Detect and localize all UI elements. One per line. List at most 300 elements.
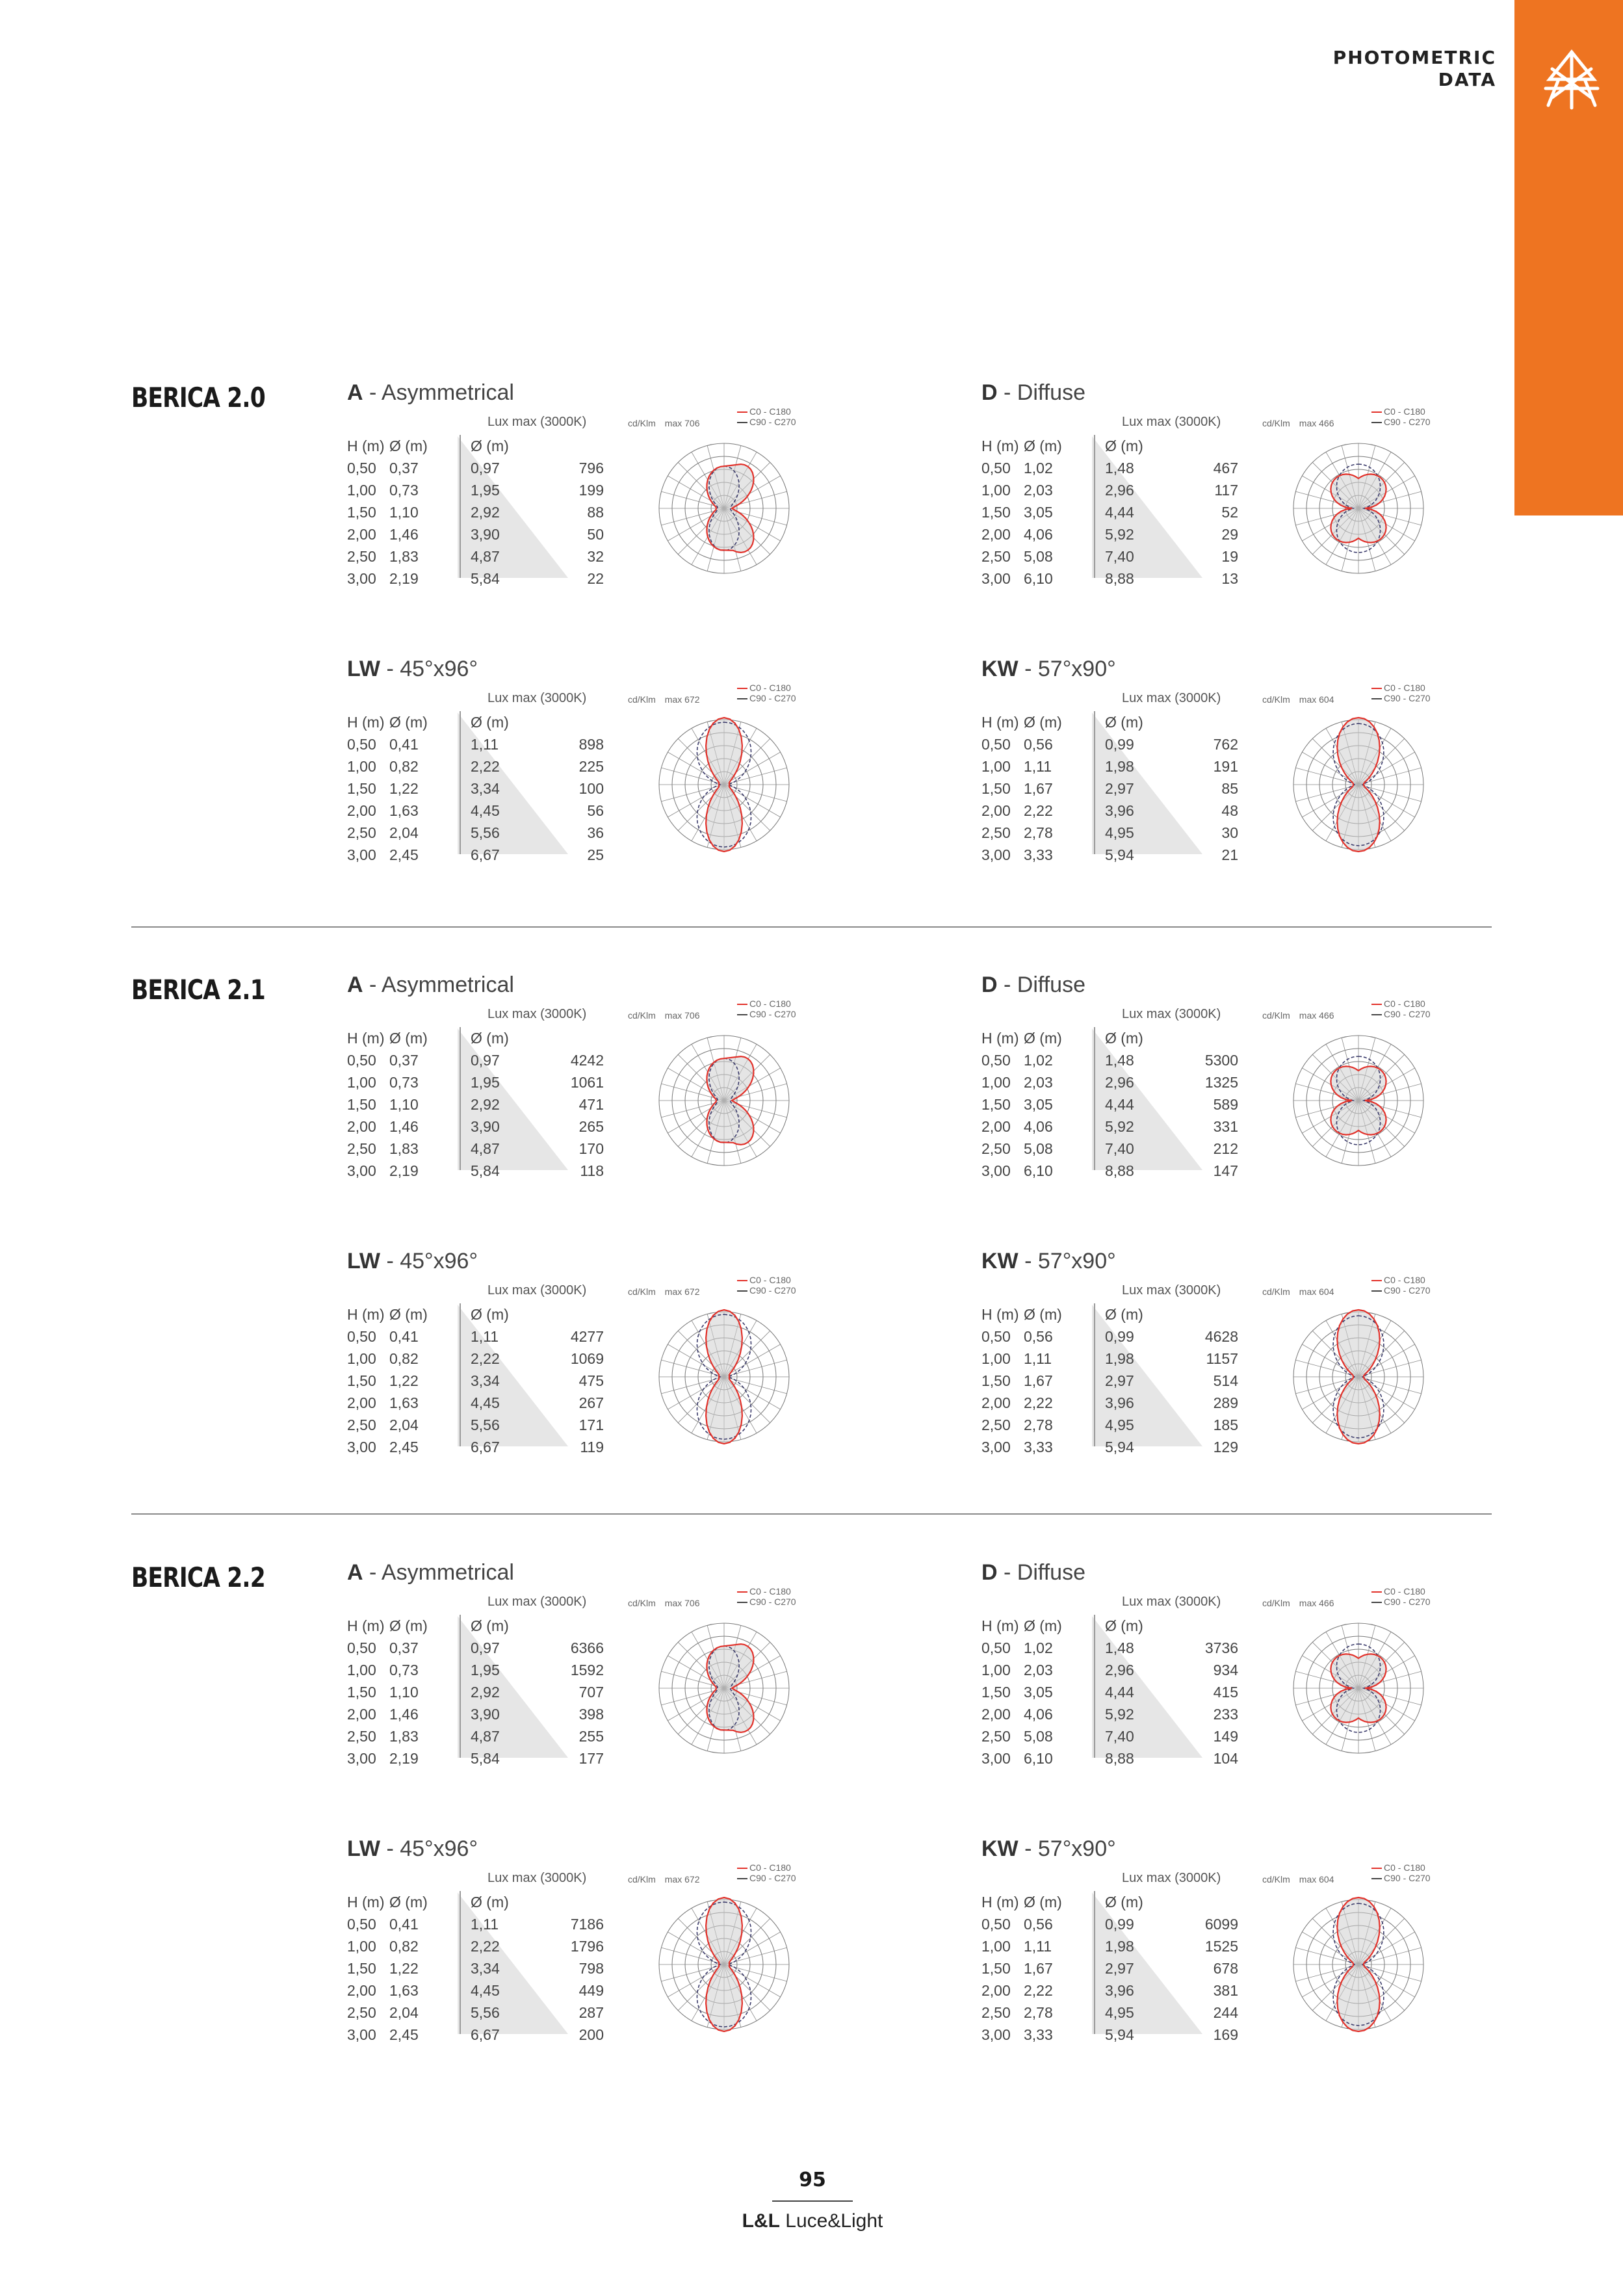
diameter-cell: 2,03 <box>1024 1662 1053 1678</box>
optic-title <box>981 1560 1085 1585</box>
cd-unit: cd/Klm <box>1262 1010 1290 1021</box>
optic-code: LW <box>347 657 380 681</box>
height-cell: 1,50 <box>347 1684 376 1701</box>
lux-cell: 170 <box>578 1140 604 1157</box>
lux-cell: 381 <box>1213 1982 1238 1999</box>
lux-cell: 467 <box>1213 460 1238 476</box>
diameter-cell: 3,96 <box>1105 1394 1134 1411</box>
optic-description: - 57°x90° <box>1024 657 1116 681</box>
lux-cell: 244 <box>1213 2004 1238 2021</box>
col-diameter-header: Ø (m) <box>471 1894 509 1911</box>
photometric-block-kw <box>981 657 1501 878</box>
optic-title <box>981 380 1085 406</box>
legend-c90-label: C90 - C270 <box>749 1285 796 1296</box>
legend-c0-c180 <box>1371 1586 1431 1597</box>
diameter-cell: 2,78 <box>1024 1416 1053 1433</box>
legend-c0-label: C0 - C180 <box>749 1586 791 1597</box>
diameter-cell: 1,83 <box>389 1728 419 1745</box>
photometric-block-a <box>347 380 867 601</box>
table-divider <box>1094 1027 1095 1170</box>
height-cell: 2,50 <box>981 1728 1011 1745</box>
lux-max-header: Lux max (3000K) <box>487 1871 587 1885</box>
lux-cell: 22 <box>587 570 604 587</box>
diameter-cell: 2,96 <box>1105 1662 1134 1678</box>
photometric-block-d <box>981 972 1501 1194</box>
diameter-cell: 1,10 <box>389 1096 419 1113</box>
lux-cell: 233 <box>1213 1706 1238 1723</box>
col-height-header: H (m) <box>981 1894 1019 1911</box>
diameter-cell: 4,87 <box>471 1140 500 1157</box>
diameter-cell: 2,92 <box>471 1096 500 1113</box>
lux-max-header: Lux max (3000K) <box>487 415 587 429</box>
height-cell: 2,50 <box>347 2004 376 2021</box>
diameter-cell: 1,98 <box>1105 1938 1134 1955</box>
diameter-cell: 2,45 <box>389 2026 419 2043</box>
height-cell: 0,50 <box>347 460 376 476</box>
section-divider <box>131 926 1492 928</box>
lux-cell: 88 <box>587 504 604 521</box>
legend-c0-label: C0 - C180 <box>1384 1275 1425 1285</box>
height-cell: 0,50 <box>981 736 1011 753</box>
section-divider <box>131 1513 1492 1515</box>
height-cell: 1,00 <box>981 1350 1011 1367</box>
polar-diagram <box>1277 427 1440 590</box>
lux-max-header: Lux max (3000K) <box>487 1283 587 1298</box>
legend-line-dark <box>1371 422 1382 423</box>
legend-c0-c180 <box>737 998 796 1009</box>
height-cell: 2,00 <box>981 1118 1011 1135</box>
cd-unit: cd/Klm <box>628 418 656 428</box>
height-cell: 2,00 <box>347 1394 376 1411</box>
lux-cell: 129 <box>1213 1439 1238 1455</box>
diameter-cell: 2,22 <box>1024 1394 1053 1411</box>
lux-cell: 471 <box>578 1096 604 1113</box>
lux-cell: 514 <box>1213 1372 1238 1389</box>
col-height-header: H (m) <box>981 714 1019 731</box>
diameter-cell: 3,90 <box>471 526 500 543</box>
lux-cell: 36 <box>587 824 604 841</box>
diameter-cell: 4,44 <box>1105 1096 1134 1113</box>
legend-line-dark <box>737 422 747 423</box>
lux-cell: 225 <box>578 758 604 775</box>
legend-line-dark <box>1371 698 1382 699</box>
polar-diagram <box>1277 1883 1440 2046</box>
diameter-cell: 2,45 <box>389 1439 419 1455</box>
lux-cell: 52 <box>1221 504 1238 521</box>
curve-legend <box>737 683 796 703</box>
legend-line-red <box>737 688 747 689</box>
diameter-cell: 0,41 <box>389 1916 419 1933</box>
curve-legend <box>737 998 796 1019</box>
height-cell: 2,00 <box>981 802 1011 819</box>
cd-max-value: max 466 <box>1299 418 1334 428</box>
diameter-cell: 1,02 <box>1024 1052 1053 1069</box>
lux-cell: 56 <box>587 802 604 819</box>
optic-title <box>981 972 1085 998</box>
legend-line-red <box>1371 688 1382 689</box>
diameter-cell: 2,78 <box>1024 824 1053 841</box>
lux-cell: 289 <box>1213 1394 1238 1411</box>
height-cell: 3,00 <box>981 1750 1011 1767</box>
diameter-cell: 2,04 <box>389 2004 419 2021</box>
legend-c90-c270 <box>1371 1873 1431 1883</box>
col-diameter-header: Ø (m) <box>1024 1617 1062 1634</box>
diameter-cell: 0,41 <box>389 736 419 753</box>
legend-c90-label: C90 - C270 <box>1384 1009 1431 1019</box>
height-cell: 3,00 <box>347 846 376 863</box>
legend-c0-c180 <box>1371 406 1431 417</box>
diameter-cell: 0,37 <box>389 1639 419 1656</box>
height-cell: 2,00 <box>347 1118 376 1135</box>
diameter-cell: 3,96 <box>1105 1982 1134 1999</box>
lux-cell: 398 <box>578 1706 604 1723</box>
table-divider <box>460 1891 461 2034</box>
height-cell: 1,00 <box>347 758 376 775</box>
optic-description: - 45°x96° <box>386 1249 478 1273</box>
diameter-cell: 0,37 <box>389 460 419 476</box>
legend-c90-label: C90 - C270 <box>1384 1873 1431 1883</box>
optic-code: LW <box>347 1836 380 1861</box>
cd-max-value: max 466 <box>1299 1010 1334 1021</box>
diameter-cell: 1,67 <box>1024 780 1053 797</box>
optic-description: - Diffuse <box>1004 1560 1085 1585</box>
polar-diagram <box>643 703 805 866</box>
diameter-cell: 1,67 <box>1024 1372 1053 1389</box>
table-divider <box>460 435 461 578</box>
diameter-cell: 1,02 <box>1024 1639 1053 1656</box>
lux-max-header: Lux max (3000K) <box>1122 1871 1221 1885</box>
diameter-cell: 1,11 <box>1024 758 1052 775</box>
cd-unit: cd/Klm <box>628 1874 656 1885</box>
height-cell: 1,00 <box>347 1074 376 1091</box>
cd-unit: cd/Klm <box>1262 1286 1290 1297</box>
height-cell: 2,00 <box>347 526 376 543</box>
section-label-line1: PHOTOMETRIC <box>1332 47 1496 68</box>
legend-line-red <box>737 1004 747 1005</box>
polar-diagram <box>1277 1296 1440 1458</box>
diameter-cell: 1,11 <box>471 1328 499 1345</box>
lux-max-header: Lux max (3000K) <box>487 1007 587 1021</box>
legend-line-red <box>1371 1280 1382 1281</box>
optic-description: - 57°x90° <box>1024 1836 1116 1861</box>
diameter-cell: 3,34 <box>471 1960 500 1977</box>
optic-title <box>347 1249 478 1274</box>
table-divider <box>1094 435 1095 578</box>
diameter-cell: 4,95 <box>1105 824 1134 841</box>
legend-c90-c270 <box>737 1285 796 1296</box>
legend-line-dark <box>1371 1014 1382 1015</box>
col-height-header: H (m) <box>347 1617 385 1634</box>
diameter-cell: 5,56 <box>471 1416 500 1433</box>
section-label-line2: DATA <box>1438 69 1496 90</box>
diameter-cell: 0,73 <box>389 482 419 499</box>
diameter-cell: 4,45 <box>471 1982 500 1999</box>
height-cell: 1,50 <box>981 1960 1011 1977</box>
polar-diagram <box>643 1019 805 1182</box>
optic-code: D <box>981 380 998 405</box>
col-height-header: H (m) <box>981 1306 1019 1323</box>
optic-code: D <box>981 972 998 997</box>
height-cell: 2,00 <box>347 1982 376 1999</box>
diameter-cell: 1,98 <box>1105 758 1134 775</box>
diameter-cell: 2,45 <box>389 846 419 863</box>
diameter-cell: 5,92 <box>1105 1706 1134 1723</box>
diameter-cell: 1,22 <box>389 780 419 797</box>
lux-cell: 185 <box>1213 1416 1238 1433</box>
lux-cell: 3736 <box>1204 1639 1238 1656</box>
diameter-cell: 8,88 <box>1105 1750 1134 1767</box>
optic-code: A <box>347 380 363 405</box>
height-cell: 1,50 <box>981 504 1011 521</box>
optic-code: A <box>347 972 363 997</box>
height-cell: 2,00 <box>981 1394 1011 1411</box>
col-diameter-header: Ø (m) <box>471 1030 509 1047</box>
diameter-cell: 1,46 <box>389 1706 419 1723</box>
legend-c90-label: C90 - C270 <box>1384 693 1431 703</box>
cd-max-value: max 706 <box>664 418 700 428</box>
col-height-header: H (m) <box>347 437 385 454</box>
height-cell: 1,50 <box>347 1372 376 1389</box>
diameter-cell: 7,40 <box>1105 1140 1134 1157</box>
polar-diagram <box>1277 1019 1440 1182</box>
diameter-cell: 4,06 <box>1024 1118 1053 1135</box>
cd-max-value: max 672 <box>664 1286 700 1297</box>
lux-cell: 4277 <box>570 1328 604 1345</box>
cd-unit: cd/Klm <box>628 694 656 705</box>
diameter-cell: 1,46 <box>389 526 419 543</box>
curve-legend <box>1371 1862 1431 1883</box>
optic-code: KW <box>981 1249 1019 1273</box>
lux-cell: 191 <box>1213 758 1238 775</box>
diameter-cell: 7,40 <box>1105 1728 1134 1745</box>
lux-cell: 212 <box>1213 1140 1238 1157</box>
height-cell: 1,50 <box>347 1096 376 1113</box>
legend-c90-label: C90 - C270 <box>749 693 796 703</box>
height-cell: 1,50 <box>981 1684 1011 1701</box>
diameter-cell: 4,45 <box>471 802 500 819</box>
lux-cell: 30 <box>1221 824 1238 841</box>
photometric-block-d <box>981 1560 1501 1781</box>
col-diameter-header: Ø (m) <box>1105 1617 1143 1634</box>
curve-legend <box>1371 998 1431 1019</box>
diameter-cell: 1,10 <box>389 504 419 521</box>
lux-cell: 48 <box>1221 802 1238 819</box>
diameter-cell: 1,95 <box>471 1074 500 1091</box>
optic-code: D <box>981 1560 998 1585</box>
cd-max-value: max 604 <box>1299 1286 1334 1297</box>
legend-line-red <box>1371 1591 1382 1593</box>
brand-bold: L&L <box>742 2210 780 2232</box>
col-diameter-header: Ø (m) <box>1024 1030 1062 1047</box>
legend-c90-label: C90 - C270 <box>1384 1285 1431 1296</box>
diameter-cell: 4,06 <box>1024 1706 1053 1723</box>
height-cell: 0,50 <box>981 460 1011 476</box>
height-cell: 1,50 <box>347 780 376 797</box>
height-cell: 1,00 <box>347 482 376 499</box>
col-diameter-header: Ø (m) <box>389 1306 428 1323</box>
col-height-header: H (m) <box>981 1617 1019 1634</box>
height-cell: 3,00 <box>347 1439 376 1455</box>
diameter-cell: 0,56 <box>1024 1916 1053 1933</box>
diameter-cell: 1,67 <box>1024 1960 1053 1977</box>
diameter-cell: 3,96 <box>1105 802 1134 819</box>
diameter-cell: 0,73 <box>389 1662 419 1678</box>
diameter-cell: 4,87 <box>471 548 500 565</box>
diameter-cell: 2,04 <box>389 824 419 841</box>
lux-cell: 171 <box>578 1416 604 1433</box>
legend-line-dark <box>737 1878 747 1879</box>
lux-cell: 19 <box>1221 548 1238 565</box>
col-diameter-header: Ø (m) <box>1105 714 1143 731</box>
diameter-cell: 3,34 <box>471 1372 500 1389</box>
lux-max-header: Lux max (3000K) <box>1122 691 1221 705</box>
legend-c90-label: C90 - C270 <box>749 417 796 427</box>
legend-c0-label: C0 - C180 <box>1384 998 1425 1009</box>
height-cell: 1,00 <box>347 1938 376 1955</box>
diameter-cell: 4,44 <box>1105 1684 1134 1701</box>
optic-description: - 45°x96° <box>386 1836 478 1861</box>
col-diameter-header: Ø (m) <box>1105 1894 1143 1911</box>
brand-rest: Luce&Light <box>779 2210 883 2232</box>
legend-c0-c180 <box>737 1586 796 1597</box>
photometric-block-a <box>347 1560 867 1781</box>
lux-cell: 32 <box>587 548 604 565</box>
height-cell: 3,00 <box>981 846 1011 863</box>
lux-max-header: Lux max (3000K) <box>1122 415 1221 429</box>
height-cell: 2,00 <box>347 802 376 819</box>
height-cell: 2,00 <box>981 526 1011 543</box>
curve-legend <box>737 1586 796 1607</box>
height-cell: 2,00 <box>347 1706 376 1723</box>
diameter-cell: 0,99 <box>1105 1328 1134 1345</box>
lux-cell: 267 <box>578 1394 604 1411</box>
legend-line-dark <box>1371 1878 1382 1879</box>
polar-diagram <box>643 427 805 590</box>
diameter-cell: 2,96 <box>1105 1074 1134 1091</box>
diameter-cell: 4,44 <box>1105 504 1134 521</box>
lux-cell: 6366 <box>570 1639 604 1656</box>
diameter-cell: 1,22 <box>389 1372 419 1389</box>
photometric-block-lw <box>347 657 867 878</box>
lux-cell: 589 <box>1213 1096 1238 1113</box>
diameter-cell: 3,90 <box>471 1118 500 1135</box>
height-cell: 2,50 <box>981 1416 1011 1433</box>
diameter-cell: 2,92 <box>471 504 500 521</box>
lux-cell: 1061 <box>570 1074 604 1091</box>
lux-cell: 85 <box>1221 780 1238 797</box>
legend-line-dark <box>1371 1290 1382 1292</box>
lux-cell: 796 <box>578 460 604 476</box>
col-height-header: H (m) <box>347 1894 385 1911</box>
curve-legend <box>1371 683 1431 703</box>
diameter-cell: 5,92 <box>1105 1118 1134 1135</box>
diameter-cell: 5,56 <box>471 824 500 841</box>
lux-cell: 177 <box>578 1750 604 1767</box>
diameter-cell: 1,22 <box>389 1960 419 1977</box>
diameter-cell: 1,63 <box>389 1982 419 1999</box>
diameter-cell: 1,02 <box>1024 460 1053 476</box>
col-height-header: H (m) <box>981 437 1019 454</box>
polar-diagram <box>1277 1607 1440 1769</box>
diameter-cell: 0,41 <box>389 1328 419 1345</box>
diameter-cell: 2,03 <box>1024 1074 1053 1091</box>
height-cell: 3,00 <box>347 2026 376 2043</box>
legend-c90-label: C90 - C270 <box>1384 1597 1431 1607</box>
diameter-cell: 2,19 <box>389 1750 419 1767</box>
height-cell: 3,00 <box>981 1439 1011 1455</box>
diameter-cell: 2,92 <box>471 1684 500 1701</box>
legend-line-dark <box>737 1602 747 1603</box>
height-cell: 1,50 <box>347 504 376 521</box>
legend-c90-c270 <box>737 417 796 427</box>
diameter-cell: 5,84 <box>471 1750 500 1767</box>
table-divider <box>460 1615 461 1758</box>
col-diameter-header: Ø (m) <box>471 714 509 731</box>
legend-c90-label: C90 - C270 <box>1384 417 1431 427</box>
legend-c90-label: C90 - C270 <box>749 1873 796 1883</box>
diameter-cell: 4,95 <box>1105 2004 1134 2021</box>
legend-line-dark <box>737 1014 747 1015</box>
diameter-cell: 6,67 <box>471 846 500 863</box>
diameter-cell: 5,08 <box>1024 1140 1053 1157</box>
legend-c90-c270 <box>1371 1285 1431 1296</box>
col-diameter-header: Ø (m) <box>389 1030 428 1047</box>
diameter-cell: 6,67 <box>471 2026 500 2043</box>
legend-c0-label: C0 - C180 <box>749 1862 791 1873</box>
tripod-star-logo-icon <box>1539 47 1604 112</box>
col-height-header: H (m) <box>347 714 385 731</box>
diameter-cell: 0,97 <box>471 1052 500 1069</box>
lux-cell: 6099 <box>1204 1916 1238 1933</box>
diameter-cell: 5,94 <box>1105 846 1134 863</box>
table-divider <box>1094 1891 1095 2034</box>
optic-title <box>347 1836 478 1862</box>
height-cell: 3,00 <box>347 1750 376 1767</box>
diameter-cell: 1,48 <box>1105 1052 1134 1069</box>
height-cell: 0,50 <box>981 1639 1011 1656</box>
diameter-cell: 0,73 <box>389 1074 419 1091</box>
diameter-cell: 4,95 <box>1105 1416 1134 1433</box>
lux-cell: 13 <box>1221 570 1238 587</box>
optic-code: A <box>347 1560 363 1585</box>
height-cell: 1,00 <box>347 1662 376 1678</box>
diameter-cell: 3,90 <box>471 1706 500 1723</box>
table-divider <box>1094 1615 1095 1758</box>
table-divider <box>460 1027 461 1170</box>
legend-c0-label: C0 - C180 <box>749 406 791 417</box>
diameter-cell: 1,83 <box>389 1140 419 1157</box>
optic-code: KW <box>981 657 1019 681</box>
lux-cell: 100 <box>578 780 604 797</box>
photometric-block-a <box>347 972 867 1194</box>
lux-cell: 707 <box>578 1684 604 1701</box>
lux-cell: 104 <box>1213 1750 1238 1767</box>
lux-cell: 119 <box>580 1439 604 1455</box>
col-height-header: H (m) <box>347 1306 385 1323</box>
optic-title <box>347 1560 514 1585</box>
lux-cell: 117 <box>1214 482 1238 499</box>
diameter-cell: 6,10 <box>1024 1162 1053 1179</box>
curve-legend <box>1371 1275 1431 1296</box>
legend-c0-c180 <box>737 1275 796 1285</box>
diameter-cell: 1,11 <box>471 1916 499 1933</box>
cd-max-value: max 672 <box>664 1874 700 1885</box>
height-cell: 1,50 <box>981 780 1011 797</box>
legend-c90-c270 <box>737 1009 796 1019</box>
lux-cell: 449 <box>578 1982 604 1999</box>
col-diameter-header: Ø (m) <box>1105 1030 1143 1047</box>
height-cell: 3,00 <box>981 2026 1011 2043</box>
